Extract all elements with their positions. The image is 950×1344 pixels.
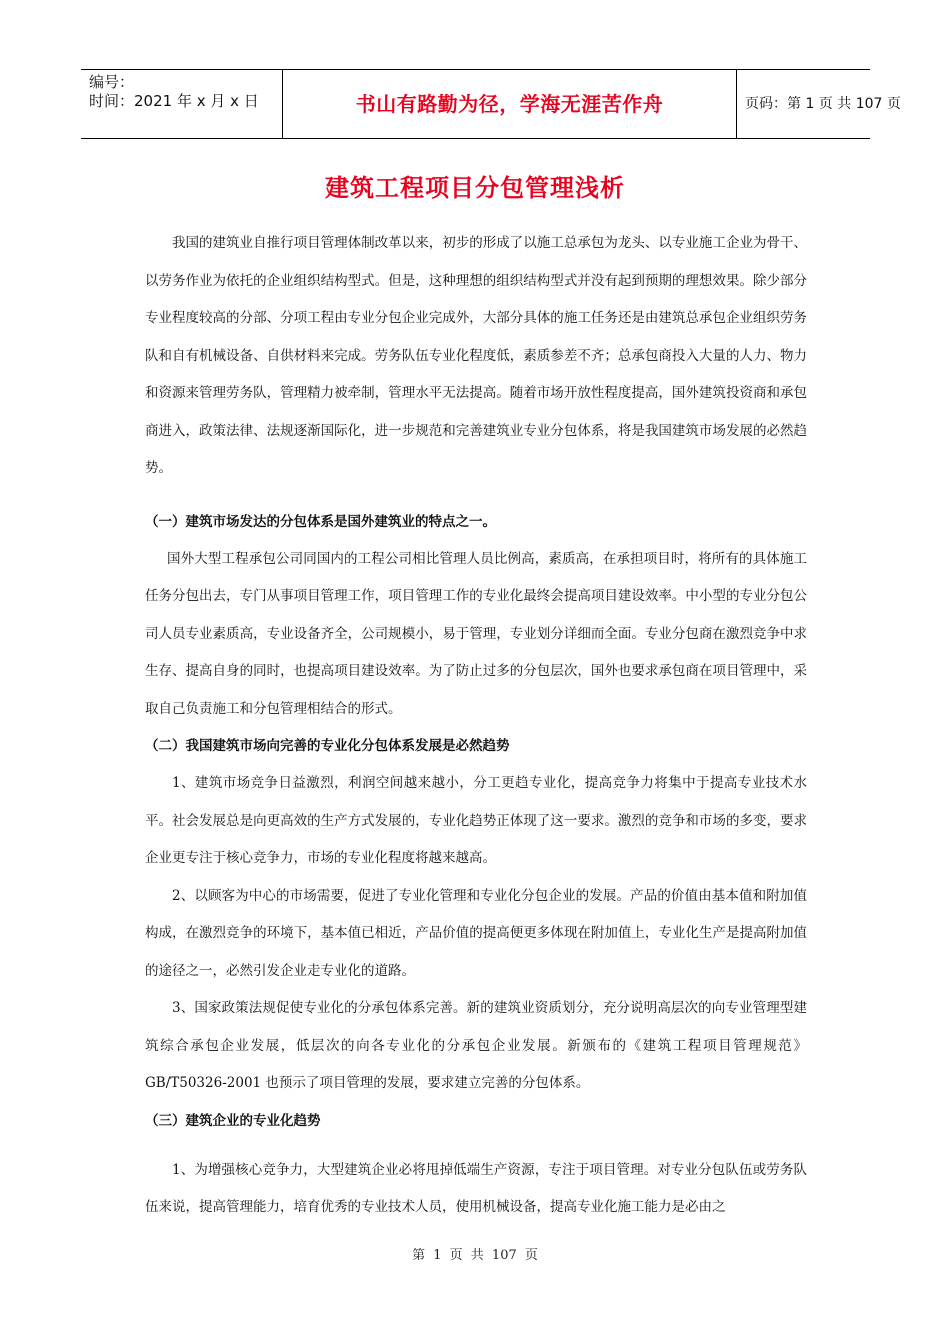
section-2-paragraph-2: 2、以顾客为中心的市场需要，促进了专业化管理和专业化分包企业的发展。产品的价值由基本值和附加值构成，在激烈竞争的环境下，基本值已相近，产品价值的提高便更多体现在附加值上，专业化生产是提高附加值的途径之一，必然引发企业走专业化的道路。 (145, 887, 807, 979)
header-motto-cell (283, 70, 737, 138)
section-heading-3: （三）建筑企业的专业化趋势 (145, 1112, 321, 1129)
page-footer: 第 1 页 共 107 页 (412, 1248, 538, 1263)
document-number-label: 编号： (89, 73, 135, 91)
section-2-paragraph-3: 3、国家政策法规促使专业化的分承包体系完善。新的建筑业资质划分，充分说明高层次的向专业管理型建筑综合承包企业发展，低层次的向各专业化的分承包企业发展。新颁布的《建筑工程项目管理规范》GB/T50326-2001 也预示了项目管理的发展，要求建立完善的分包体系。 (145, 1000, 807, 1091)
section-heading-1: （一）建筑市场发达的分包体系是国外建筑业的特点之一。 (145, 513, 496, 530)
section-heading-2: （二）我国建筑市场向完善的专业化分包体系发展是必然趋势 (145, 738, 510, 754)
header-page-info: 页码：第 1 页 共 107 页 (745, 96, 901, 112)
document-header (81, 69, 901, 139)
document-title: 建筑工程项目分包管理浅析 (325, 174, 625, 202)
header-page-cell (737, 70, 901, 138)
section-2-paragraph-1: 1、建筑市场竞争日益激烈，利润空间越来越小，分工更趋专业化，提高竞争力将集中于提高专业技术水平。社会发展总是向更高效的生产方式发展的，专业化趋势正体现了这一要求。激烈的竞争和市场的多变，要求企业更专注于核心竞争力，市场的专业化程度将越来越高。 (145, 775, 807, 866)
intro-paragraph: 我国的建筑业自推行项目管理体制改革以来，初步的形成了以施工总承包为龙头、以专业施工企业为骨干、以劳务作业为依托的企业组织结构型式。但是，这种理想的组织结构型式并没有起到预期的理想效果。除少部分专业程度较高的分部、分项工程由专业分包企业完成外，大部分具体的施工任务还是由建筑总承包企业组织劳务队和自有机械设备、自供材料来完成。劳务队伍专业化程度低，素质参差不齐；总承包商投入大量的人力、物力和资源来管理劳务队，管理精力被牵制，管理水平无法提高。随着市场开放性程度提高，国外建筑投资商和承包商进入，政策法律、法规逐渐国际化，进一步规范和完善建筑业专业分包体系，将是我国建筑市场发展的必然趋势。 (145, 235, 807, 476)
section-1-paragraph: 国外大型工程承包公司同国内的工程公司相比管理人员比例高，素质高，在承担项目时，将所有的具体施工任务分包出去，专门从事项目管理工作，项目管理工作的专业化最终会提高项目建设效率。中小型的专业分包公司人员专业素质高，专业设备齐全，公司规模小，易于管理，专业划分详细而全面。专业分包商在激烈竞争中求生存、提高自身的同时，也提高项目建设效率。为了防止过多的分包层次，国外也要求承包商在项目管理中，采取自己负责施工和分包管理相结合的形式。 (145, 550, 807, 717)
document-body (145, 225, 807, 1227)
header-meta-cell (81, 70, 283, 138)
section-3-paragraph-1: 1、为增强核心竞争力，大型建筑企业必将甩掉低端生产资源，专注于项目管理。对专业分包队伍或劳务队伍来说，提高管理能力，培育优秀的专业技术人员，使用机械设备，提高专业化施工能力是必由之 (145, 1161, 807, 1215)
header-motto: 书山有路勤为径，学海无涯苦作舟 (355, 92, 664, 116)
document-date: 时间：2021 年 x 月 x 日 (89, 92, 259, 110)
